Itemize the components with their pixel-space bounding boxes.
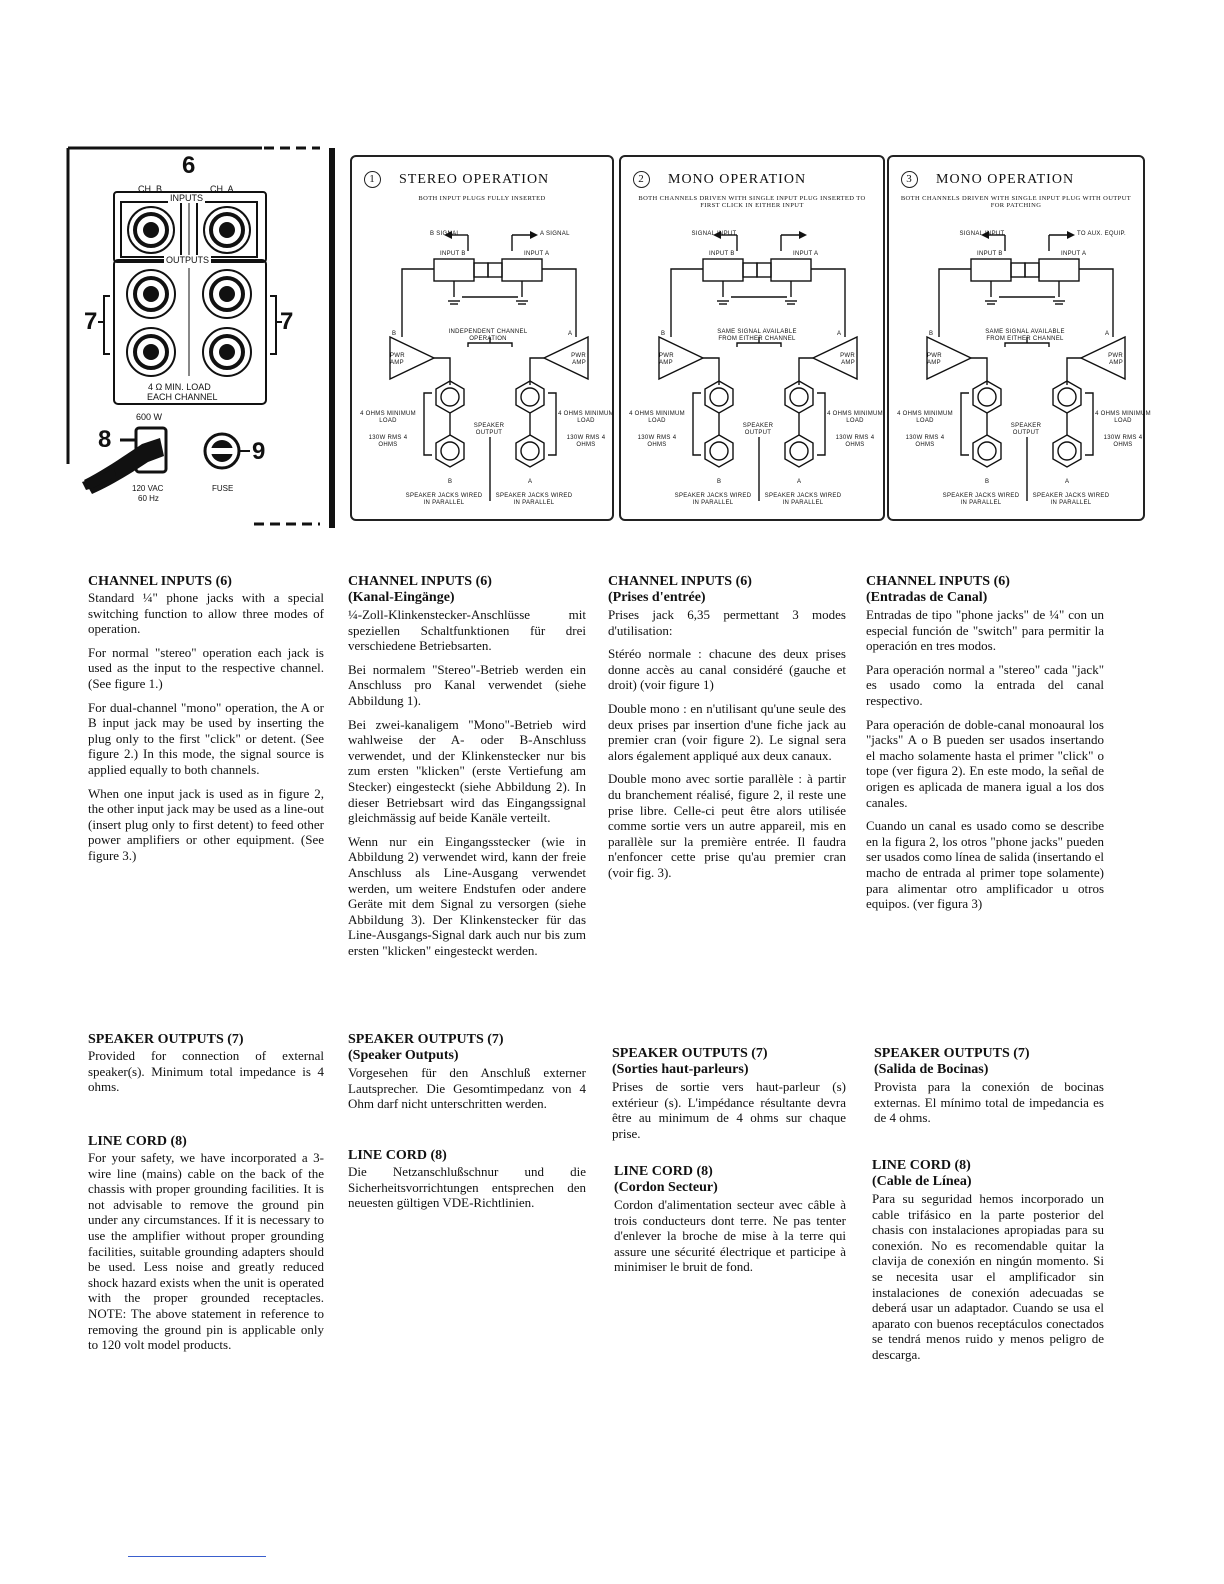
diagram-3-num-label: 3: [901, 171, 918, 188]
diagram-1-schematic: [362, 217, 624, 517]
outputs-right-callout: 7: [280, 308, 294, 335]
french-inputs-subtitle: (Prises d'entrée): [608, 590, 706, 605]
diagram-2-a-label: A: [837, 331, 842, 337]
inputs-callout-number: 6: [182, 152, 196, 179]
each-channel-label: EACH CHANNEL: [147, 392, 218, 402]
diagram-2-load-left-label: 4 OHMS MINIMUM LOAD: [629, 411, 685, 424]
diagram-1-load-right-label: 4 OHMS MINIMUM LOAD: [558, 411, 614, 424]
diagram-1-num-label: 1: [364, 171, 381, 188]
german-inputs-subtitle: (Kanal-Eingänge): [348, 590, 455, 605]
diagram-3-sig-a-label: TO AUX. EQUIP.: [1077, 231, 1126, 237]
diagram-1-spk-out-label: SPEAKER OUTPUT: [473, 423, 505, 436]
diagram-1-sig-b-label: B SIGNAL: [429, 231, 461, 237]
diagram-1-rms-left-label: 130W RMS 4 OHMS: [368, 435, 408, 448]
french-inputs-p1: Prises jack 6,35 permettant 3 modes d'utilisation:: [608, 607, 846, 638]
footer-rule: [128, 1556, 266, 1557]
diagram-3-input-a-label: INPUT A: [1061, 251, 1087, 257]
diagram-3-spk-out-label: SPEAKER OUTPUT: [1010, 423, 1042, 436]
diagram-2-jacks-b-label: SPEAKER JACKS WIRED IN PARALLEL: [674, 493, 752, 506]
german-inputs-p2: Bei normalem "Stereo"-Betrieb werden ein Anschluss pro Kanal verwendet (siehe Abbildung 1).: [348, 661, 586, 708]
diagram-3-jacks-a-label: SPEAKER JACKS WIRED IN PARALLEL: [1032, 493, 1110, 506]
diagram-1-jacks-b-label: SPEAKER JACKS WIRED IN PARALLEL: [405, 493, 483, 506]
german-linecord-title: LINE CORD (8): [348, 1148, 447, 1163]
diagram-1-rms-right-label: 130W RMS 4 OHMS: [566, 435, 606, 448]
operation-diagram-2: [619, 155, 885, 521]
diagram-2-input-b-label: INPUT B: [709, 251, 735, 257]
german-inputs-p1: ¼-Zoll-Klinkenstecker-Anschlüsse mit speziellen Schaltfunktionen für drei verschiedene Betriebsarten.: [348, 607, 586, 654]
french-inputs-p2: Stéréo normale : chacune des deux prises donne accès au canal considéré (gauche et droit) (voir figure 1): [608, 646, 846, 693]
diagram-1-jacks-a-label: SPEAKER JACKS WIRED IN PARALLEL: [495, 493, 573, 506]
spanish-inputs-p2: Para operación normal a "stereo" cada "jack" es usado como la entrada del canal respectivo.: [866, 661, 1104, 708]
english-inputs-p3: For dual-channel "mono" operation, the A or B input jack may be used by inserting the plug only to the first "click" or detent. (See figure 2.) In this mode, the signal source is applied equally to both channels.: [88, 699, 324, 777]
german-linecord-p1: Die Netzanschlußschnur und die Sicherheitsvorrichtungen entsprechen den neuesten gültigen VDE-Richtlinien.: [348, 1164, 586, 1211]
outputs-left-callout: 7: [84, 308, 98, 335]
french-inputs-title: CHANNEL INPUTS (6): [608, 574, 752, 589]
diagram-3-jacks-b-label: SPEAKER JACKS WIRED IN PARALLEL: [942, 493, 1020, 506]
diagram-2-b2-label: B: [717, 479, 722, 485]
inputs-label: INPUTS: [170, 193, 204, 203]
french-speaker-p1: Prises de sortie vers haut-parleur (s) extérieur (s). L'impédance résultante devra être au minimum de 4 ohms sur chaque prise.: [612, 1079, 846, 1141]
outputs-label: OUTPUTS: [166, 255, 210, 265]
diagram-2-sig-b-label: SIGNAL INPUT: [691, 231, 737, 237]
diagram-1-sub-label: BOTH INPUT PLUGS FULLY INSERTED: [418, 195, 546, 202]
diagram-2-schematic: [631, 217, 893, 517]
diagram-2-spk-out-label: SPEAKER OUTPUT: [742, 423, 774, 436]
english-inputs-title: CHANNEL INPUTS (6): [88, 574, 232, 589]
french-speaker-title: SPEAKER OUTPUTS (7): [612, 1046, 768, 1061]
fuse-label: FUSE: [212, 484, 234, 493]
diagram-2-b-label: B: [661, 331, 666, 337]
german-speaker-p1: Vorgesehen für den Anschluß externer Lautsprecher. Die Gesomtimpedanz von 4 Ohm darf nicht unterschritten werden.: [348, 1065, 586, 1112]
diagram-1-input-b-label: INPUT B: [440, 251, 466, 257]
diagram-1-b-label: B: [392, 331, 397, 337]
german-inputs-p3: Bei zwei-kanaligem "Mono"-Betrieb wird wahlweise der A- oder B-Anschluss verwendet, und der Klinkenstecker nur bis zum ersten "klicken" (erste Vertiefung am Stecker) eingesteckt (siehe Abbildung 2). In dieser Betriebsart wird das Eingangssignal gleichmässig auf beide Kanäle verteilt.: [348, 716, 586, 826]
voltage-label: 120 VAC: [132, 484, 164, 493]
english-linecord-title: LINE CORD (8): [88, 1134, 187, 1149]
diagram-1-b2-label: B: [448, 479, 453, 485]
german-inputs-title: CHANNEL INPUTS (6): [348, 574, 492, 589]
operation-diagram-3: [887, 155, 1151, 521]
diagram-3-a-label: A: [1105, 331, 1110, 337]
spanish-linecord-p1: Para su seguridad hemos incorporado un cable trifásico en la parte posterior del chasis con instalaciones apropiadas para su conexión. No es recomendable quitar la clavija de conexión en ningún momento. Si se necesita usar el amplificador sin instalaciones de conexión adecuadas se deberá usar un adaptador. Cuando se usa el aparato con buenos receptáculos conectados se tendrá menos ruido y menos peligro de descarga.: [872, 1191, 1104, 1362]
spanish-inputs-subtitle: (Entradas de Canal): [866, 590, 988, 605]
spanish-linecord-title: LINE CORD (8): [872, 1158, 971, 1173]
spanish-speaker-subtitle: (Salida de Bocinas): [874, 1062, 989, 1077]
french-speaker-subtitle: (Sorties haut-parleurs): [612, 1062, 749, 1077]
french-linecord-p1: Cordon d'alimentation secteur avec câble à trois conducteurs dont terre. Ne pas tenter d'enlever la broche de mise à la terre qui assure une sécurité électrique et participe à minimiser le bruit de fond.: [614, 1197, 846, 1275]
diagram-3-load-right-label: 4 OHMS MINIMUM LOAD: [1095, 411, 1151, 424]
rear-panel-diagram: [64, 144, 336, 530]
diagram-2-jacks-a-label: SPEAKER JACKS WIRED IN PARALLEL: [764, 493, 842, 506]
spanish-speaker-title: SPEAKER OUTPUTS (7): [874, 1046, 1030, 1061]
wattage-label: 600 W: [136, 412, 163, 422]
diagram-2-load-right-label: 4 OHMS MINIMUM LOAD: [827, 411, 883, 424]
english-linecord-p1: For your safety, we have incorporated a 3-wire line (mains) cable on the back of the chassis with proper grounding facilities. It is not advisable to remove the ground pin under any circumstances. If it is necessary to use the amplifier without proper grounding facilities, suitable grounding adapters should be used. Less noise and greatly reduced shock hazard exists when the unit is operated with the proper grounded receptacles. NOTE: The above statement in reference to removing the ground pin is applicable only to 120 volt model products.: [88, 1150, 324, 1353]
diagram-1-center-label: INDEPENDENT CHANNEL OPERATION: [448, 329, 528, 342]
diagram-3-pwr-a-label: PWR AMP: [1108, 353, 1123, 366]
diagram-3-schematic: [899, 217, 1161, 517]
diagram-1-a-label: A: [568, 331, 573, 337]
diagram-3-load-left-label: 4 OHMS MINIMUM LOAD: [897, 411, 953, 424]
spanish-linecord-subtitle: (Cable de Línea): [872, 1174, 972, 1189]
english-inputs-p2: For normal "stereo" operation each jack is used as the input to the respective channel. (See figure 1.): [88, 644, 324, 691]
diagram-2-rms-right-label: 130W RMS 4 OHMS: [835, 435, 875, 448]
diagram-3-sig-b-label: SIGNAL INPUT: [959, 231, 1005, 237]
spanish-inputs-title: CHANNEL INPUTS (6): [866, 574, 1010, 589]
diagram-3-b-label: B: [929, 331, 934, 337]
operation-diagram-1: [350, 155, 614, 521]
diagram-2-input-a-label: INPUT A: [793, 251, 819, 257]
diagram-3-b2-label: B: [985, 479, 990, 485]
diagram-2-sub-label: BOTH CHANNELS DRIVEN WITH SINGLE INPUT PLUG INSERTED TO FIRST CLICK IN EITHER INPUT: [638, 195, 866, 209]
diagram-1-input-a-label: INPUT A: [524, 251, 550, 257]
spanish-speaker-p1: Provista para la conexión de bocinas externas. El mínimo total de impedancia es de 4 ohms.: [874, 1079, 1104, 1126]
diagram-1-sig-a-label: A SIGNAL: [540, 231, 570, 237]
english-speaker-p1: Provided for connection of external speaker(s). Minimum total impedance is 4 ohms.: [88, 1048, 324, 1095]
spanish-inputs-p1: Entradas de tipo "phone jacks" de ¼" con un especial función de "switch" para permitir la operación en tres modos.: [866, 607, 1104, 654]
diagram-2-center-label: SAME SIGNAL AVAILABLE FROM EITHER CHANNEL: [717, 329, 797, 342]
english-inputs-p4: When one input jack is used as in figure 2, the other input jack may be used as a line-out (insert plug only to first detent) to feed other power amplifiers or other equipment. (See figure 3.): [88, 785, 324, 863]
diagram-3-a2-label: A: [1065, 479, 1070, 485]
german-speaker-subtitle: (Speaker Outputs): [348, 1048, 459, 1063]
diagram-3-pwr-b-label: PWR AMP: [927, 353, 942, 366]
spanish-inputs-p3: Para operación de doble-canal monoaural los "jacks" A o B pueden ser usados insertando el macho solamente hasta el primer "click" o tope (ver figura 2). En este modo, la señal de origen es aplicada de manera igual a los dos canales.: [866, 716, 1104, 810]
diagram-2-num-label: 2: [633, 171, 650, 188]
ch-a-label: CH. A: [210, 184, 234, 194]
german-inputs-p4: Wenn nur ein Eingangsstecker (wie in Abbildung 2) verwendet wird, kann der freie Anschluss als Line-Ausgang verwendet werden, um weitere Endstufen oder andere Geräte mit dem Signal zu versorgen (siehe Abbildung 3). Der Klinkenstecker für das Line-Ausgangs-Signal dark auch nur bis zum ersten "klicken" eingesteckt werden.: [348, 833, 586, 958]
spanish-inputs-p4: Cuando un canal es usado como se describe en la figura 2, los otros "phone jacks" pueden ser usados como línea de salida (insertando el macho de entrada al primer tope solamente) para alimentar otro amplificador u otros equipos. (ver figura 3): [866, 818, 1104, 912]
line-cord-callout: 8: [98, 426, 112, 453]
diagram-1-title-label: STEREO OPERATION: [399, 172, 550, 187]
fuse-callout: 9: [252, 438, 266, 465]
min-load-label: 4 Ω MIN. LOAD: [148, 382, 211, 392]
english-inputs-p1: Standard ¼" phone jacks with a special switching function to allow three modes of operation.: [88, 590, 324, 637]
diagram-3-input-b-label: INPUT B: [977, 251, 1003, 257]
english-speaker-title: SPEAKER OUTPUTS (7): [88, 1032, 244, 1047]
german-speaker-title: SPEAKER OUTPUTS (7): [348, 1032, 504, 1047]
french-inputs-p3: Double mono : en n'utilisant qu'une seule des deux prises par insertion d'une fiche jack au premier cran (voir figure 2). Le signal sera alors également appliqué aux deux canaux.: [608, 700, 846, 763]
diagram-3-center-label: SAME SIGNAL AVAILABLE FROM EITHER CHANNEL: [985, 329, 1065, 342]
ch-b-label: CH. B: [138, 184, 163, 194]
diagram-3-title-label: MONO OPERATION: [936, 172, 1075, 187]
diagram-3-sub-label: BOTH CHANNELS DRIVEN WITH SINGLE INPUT PLUG WITH OUTPUT FOR PATCHING: [900, 195, 1132, 209]
diagram-2-pwr-a-label: PWR AMP: [840, 353, 855, 366]
diagram-1-pwr-b-label: PWR AMP: [390, 353, 405, 366]
diagram-1-load-left-label: 4 OHMS MINIMUM LOAD: [360, 411, 416, 424]
diagram-2-title-label: MONO OPERATION: [668, 172, 807, 187]
diagram-1-pwr-a-label: PWR AMP: [571, 353, 586, 366]
french-linecord-subtitle: (Cordon Secteur): [614, 1180, 718, 1195]
frequency-label: 60 Hz: [138, 494, 159, 503]
diagram-2-pwr-b-label: PWR AMP: [659, 353, 674, 366]
diagram-3-rms-left-label: 130W RMS 4 OHMS: [905, 435, 945, 448]
diagram-2-a2-label: A: [797, 479, 802, 485]
french-linecord-title: LINE CORD (8): [614, 1164, 713, 1179]
diagram-2-rms-left-label: 130W RMS 4 OHMS: [637, 435, 677, 448]
diagram-3-rms-right-label: 130W RMS 4 OHMS: [1103, 435, 1143, 448]
french-inputs-p4: Double mono avec sortie parallèle : à partir du branchement réalisé, figure 2, il reste une prise libre. Celle-ci peut être alors utilisée comme sortie vers un autre appareil, mis en parallèle sur la première entrée. Il faudra n'enfoncer cette prise qu'au premier cran (voir fig. 3).: [608, 771, 846, 880]
diagram-1-a2-label: A: [528, 479, 533, 485]
